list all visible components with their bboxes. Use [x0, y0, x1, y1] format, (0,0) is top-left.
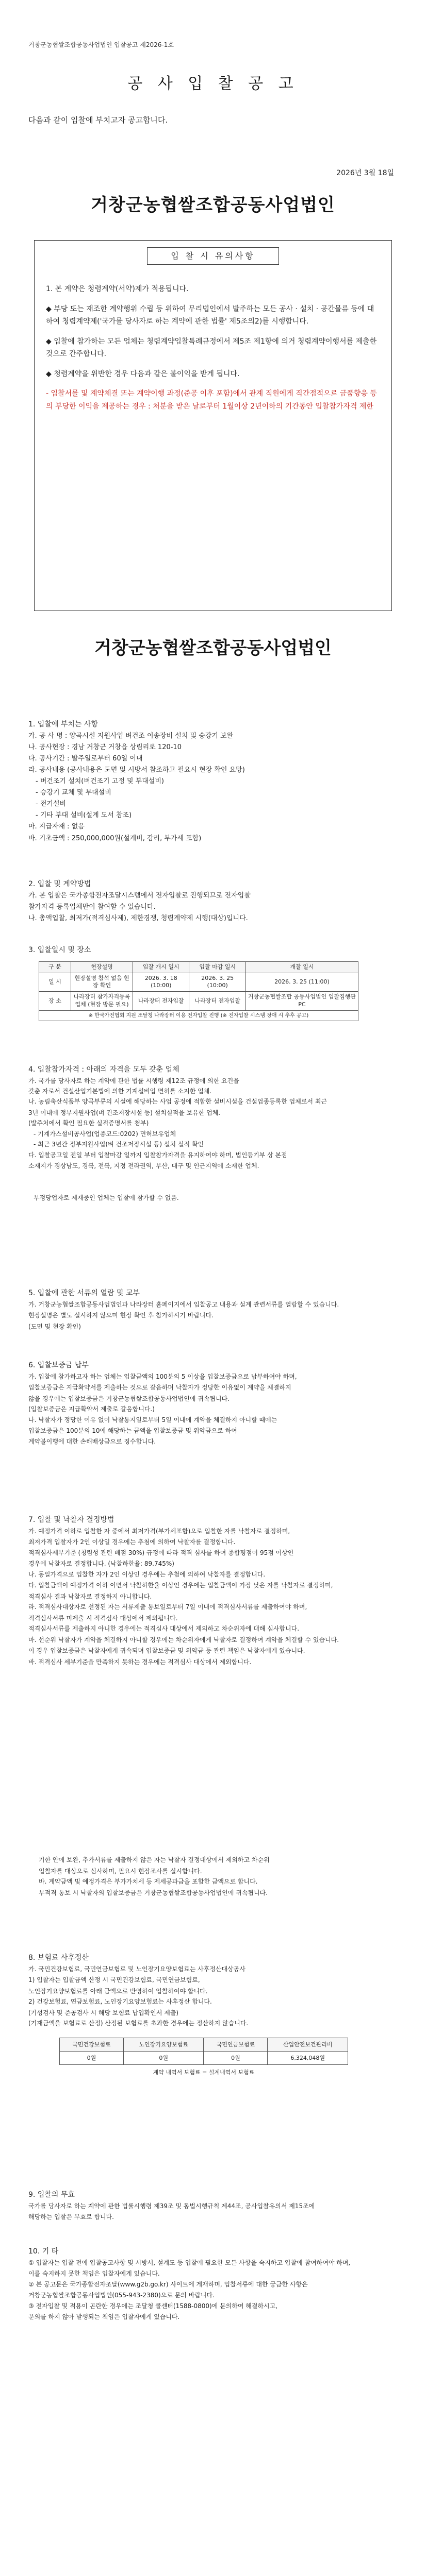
announcement-number: 거창군농협쌀조합공동사업법인 입찰공고 제2026-1호	[28, 41, 174, 48]
table-cell: 현장설명 참석 없음 현장 확인	[71, 973, 133, 992]
table-row	[60, 2038, 348, 2051]
notice-item-3: ◆ 입찰에 참가하는 모든 업체는 청렴계약입찰특례규정에서 제5조 제1항에 의거 청렴계약이행서를 제출한 것으로 간주합니다.	[46, 337, 377, 358]
section-9	[28, 2190, 400, 2223]
section-2	[28, 879, 400, 924]
section-1-line: - 전기설비	[36, 800, 67, 808]
table-header: 국민연금보험료	[204, 2038, 268, 2051]
section-6	[28, 1360, 400, 1447]
table-header: 현장설명	[71, 961, 133, 973]
section-7-line: 바. 적격심사 세부기준을 만족하지 못하는 경우에는 적격심사 대상에서 제외합니다.	[28, 1658, 252, 1666]
table-cell: 나라장터 참가자격등록 업체 (현장 방문 필요)	[71, 992, 133, 1011]
section-5-title: 5. 입찰에 관한 서류의 열람 및 교부	[28, 1289, 140, 1297]
section-9-title: 9. 입찰의 무효	[28, 2191, 75, 2199]
section-7-line: 마. 선순위 낙찰자가 계약을 체결하지 아니할 경우에는 차순위자에게 낙찰자로 결정하여 계약을 체결할 수 있습니다.	[28, 1636, 339, 1643]
notice-item-4: ◆ 청렴계약을 위반한 경우 다음과 같은 불이익을 받게 됩니다.	[46, 369, 240, 378]
notice-item-2-text: 부당 또는 재조한 계약행위 수립 등 위하여 무리법인에서 발주하는 모든 공사 · 설치 · 공간물류 등에 대하여 청렴계약제('국가를 당사자로 하는 계약에 관한 법률' 제5조의2)를 시행합니다.	[46, 304, 374, 326]
section-6-line: 입찰보증금은 지급확약서를 제출하는 것으로 갈음하며 낙찰자가 정당한 이유없이 계약을 체결하지	[28, 1384, 291, 1392]
section-6-line: 가. 입찰에 참가하고자 하는 업체는 입찰금액의 100분의 5 이상을 입찰보증금으로 납부하여야 하며,	[28, 1372, 297, 1380]
table-header: 산업안전보건관리비	[268, 2038, 348, 2051]
table-row	[39, 961, 358, 973]
section-7-line: 최저가격 입찰자가 2인 이상일 경우에는 추첨에 의하여 낙찰자를 결정합니다.	[28, 1538, 236, 1546]
section-5-line: (도면 및 현장 확인)	[28, 1323, 81, 1330]
section-8-line: 가. 국민건강보험료, 국민연금보험료 및 노인장기요양보험료는 사후정산대상공사	[28, 1965, 245, 1973]
table-row	[39, 973, 358, 992]
organization-name: 거창군농협쌀조합공동사업법인	[91, 195, 335, 215]
section-4-line: 나. 농림축산식품부 양곡부류의 시설에 해당하는 사업 공정에 적합한 설비시설을 건설업종등록한 업체로서 최근	[28, 1098, 327, 1106]
table-cell: 0원	[204, 2051, 268, 2064]
section-6-line: 입찰보증금은 100분의 10에 해당하는 금액을 입찰보증금 및 위약금으로 하여	[28, 1427, 237, 1435]
table-header: 구 분	[39, 961, 71, 973]
section-1-line: 가. 공 사 명 : 양곡시설 지원사업 벼건조 이송장비 설치 및 승강기 보완	[28, 732, 234, 740]
section-5	[28, 1288, 400, 1332]
section-1-title: 1. 입찰에 부치는 사항	[28, 720, 98, 728]
table-cell: 0원	[123, 2051, 204, 2064]
section-10-line: 문의를 하지 않아 발생되는 책임은 입찰자에게 있습니다.	[28, 2313, 180, 2321]
table-header: 국민건강보험료	[60, 2038, 124, 2051]
section-8-title: 8. 보험료 사후정산	[28, 1954, 89, 1962]
section-9-line: 해당하는 입찰은 무효로 합니다.	[28, 2213, 114, 2221]
table-cell: 2026. 3. 25 (11:00)	[245, 973, 358, 992]
intro-text: 다음과 같이 입찰에 부치고자 공고합니다.	[28, 115, 168, 125]
section-7-line: 나. 동일가격으로 입찰한 자가 2인 이상인 경우에는 추첨에 의하여 낙찰자를 결정합니다.	[28, 1570, 266, 1578]
section-7-line: 이 경우 입찰보증금은 낙찰자에게 귀속되며 입찰보증금 및 위약금 등 관련 책임은 낙찰자에게 있습니다.	[28, 1647, 305, 1655]
section-4-line: 갖춘 자로서 건설산업기본법에 의한 기계설비업 면허를 소지한 업체.	[28, 1088, 212, 1095]
section-1-line: - 기타 부대 설비(설계 도서 참조)	[36, 811, 132, 820]
section-6-line: 나. 낙찰자가 정당한 이유 없이 낙찰통지일로부터 5일 이내에 계약을 체결하지 아니할 때에는	[28, 1416, 277, 1423]
table-row	[60, 2051, 348, 2064]
section-10-line: ③ 전자입찰 및 적용이 곤란한 경우에는 조달청 콜센터(1588-0800)에 문의하여 해결하시고,	[28, 2302, 278, 2310]
section-1-line: 마. 지급자재 : 없음	[28, 823, 85, 831]
section-1	[28, 719, 400, 844]
section-7-line: 가. 예정가격 이하로 입찰한 자 중에서 최저가격(부가세포함)으로 입찰한 자를 낙찰자로 결정하며,	[28, 1527, 290, 1535]
section-4-line: (발주처에서 확인 필요한 실적증명서를 첨부)	[28, 1120, 149, 1127]
section-7-continued-line: 바. 계약금액 및 예정가격은 부가가치세 등 제세공과금을 포함한 금액으로 합니다.	[39, 1877, 258, 1885]
table-cell: 0원	[60, 2051, 124, 2064]
section-7	[28, 1515, 400, 1668]
table-cell: 나라장터 전자입찰	[189, 992, 245, 1011]
table-row	[39, 992, 358, 1011]
section-2-line: 참가자격 등록업체만이 참여할 수 있습니다.	[28, 903, 156, 911]
table-header: 노인장기요양보험료	[123, 2038, 204, 2051]
section-6-line: (입찰보증금은 지급확약서 제출로 갈음합니다.)	[28, 1405, 155, 1413]
table-row	[39, 1010, 358, 1021]
table-cell: 2026. 3. 25 (10:00)	[189, 973, 245, 992]
section-1-line: 라. 공사내용 (공사내용은 도면 및 시방서 참조하고 필요시 현장 확인 요망)	[28, 766, 245, 774]
section-4-line: 가. 국가를 당사자로 하는 계약에 관한 법률 시행령 제12조 규정에 의한 요건을	[28, 1077, 239, 1084]
section-4-extra: 부정당업자로 제재중인 업체는 입찰에 참가할 수 없음.	[34, 1194, 179, 1201]
table-cell: 6,324,048원	[268, 2051, 348, 2064]
section-6-line: 않을 경우에는 입찰보증금은 거창군농협쌀조합공동사업법인에 귀속됩니다.	[28, 1395, 230, 1402]
section-1-line: - 벼건조기 설치(벼건조기 고정 및 부대설비)	[36, 777, 164, 786]
announcement-date: 2026년 3월 18일	[336, 169, 394, 177]
section-7-continued-line: 부적격 통보 시 낙찰자의 입찰보증금은 거창군농협쌀조합공동사업법인에 귀속됩니다.	[39, 1889, 268, 1896]
section-6-line: 계약불이행에 대한 손해배상금으로 징수합니다.	[28, 1437, 156, 1445]
section-4-line: 3년 이내에 정부지원사업(벼 건조저장시설 등) 설치실적을 보유한 업체.	[28, 1109, 221, 1117]
section-2-line: 가. 본 입찰은 국가종합전자조달시스템에서 전자입찰로 진행되므로 전자입찰	[28, 891, 251, 900]
section-2-title: 2. 입찰 및 계약방법	[28, 880, 91, 888]
section-7-continued-line: 입찰자를 대상으로 심사하며, 필요시 현장조사를 실시합니다.	[39, 1867, 202, 1875]
section-8-line: 1) 입찰자는 입찰금액 산정 시 국민건강보험료, 국민연금보험료,	[28, 1976, 200, 1984]
table-header: 입찰 개시 일시	[133, 961, 189, 973]
table-header: 개찰 일시	[245, 961, 358, 973]
table-cell: 거창군농협쌀조합 공동사업법인 입찰집행관 PC	[245, 992, 358, 1011]
section-10-line: 이를 숙지하지 못한 책임은 입찰자에게 있습니다.	[28, 2270, 160, 2278]
section-4-line: 다. 입찰공고일 전일 부터 입찰마감 일까지 입찰참가자격을 유지하여야 하며, 법인등기부 상 본점	[28, 1151, 287, 1159]
section-10-line: ① 입찰자는 입찰 전에 입찰공고사항 및 시방서, 설계도 등 입찰에 필요한 모든 사항을 숙지하고 입찰에 참여하여야 하며,	[28, 2259, 351, 2266]
section-10-title: 10. 기 타	[28, 2247, 59, 2256]
notice-item-5-text: 입찰서를 및 계약체결 또는 계약이행 과정(준공 이후 포함)에서 관계 직원에게 직간접적으로 금품향응 등의 부당한 이익을 제공하는 경우 : 처분을 받은 날로부터 1월이상 2년이하의 기간동안 입찰참가자격 제한	[46, 389, 377, 411]
section-1-line: 나. 공사현장 : 경남 거창군 거창읍 상림리로 120-10	[28, 743, 182, 751]
notice-item-5: - 입찰서를 및 계약체결 또는 계약이행 과정(준공 이후 포함)에서 관계 직원에게 직간접적으로 금품향응 등의 부당한 이익을 제공하는 경우 : 처분을 받은 날로부터 1월이상 2년이하의 기간동안 입찰참가자격 제한	[46, 389, 377, 411]
section-7-continued-line: 기한 안에 보완, 추가서류를 제출하지 않은 자는 낙찰자 결정대상에서 제외하고 차순위	[39, 1856, 270, 1863]
section-2-line: 나. 총액입찰, 최저가(적격심사제), 제한경쟁, 청렴계약제 시행(대상)입니다.	[28, 914, 248, 922]
table-cell: 장 소	[39, 992, 71, 1011]
section-6-title: 6. 입찰보증금 납부	[28, 1361, 89, 1369]
section-8-line: 노인장기요양보험료를 아래 금액으로 반영하여 입찰하여야 합니다.	[28, 1987, 208, 1995]
section-7-line: 라. 적격심사대상자로 선정된 자는 서류제출 통보일로부터 7일 이내에 적격심사서류를 제출하여야 하며,	[28, 1603, 307, 1611]
section-7-line: 적격심사 결과 낙찰자로 결정하지 아니합니다.	[28, 1592, 152, 1600]
section-4	[28, 1064, 400, 1203]
table-cell: 2026. 3. 18 (10:00)	[133, 973, 189, 992]
notice-item-3-text: 입찰에 참가하는 모든 업체는 청렴계약입찰특례규정에서 제5조 제1항에 의거 청렴계약이행서를 제출한 것으로 간주합니다.	[46, 337, 377, 358]
section-8-line: (기재금액을 보험료로 산정) 산정된 보험료를 초과한 경우에는 정산하지 않습니다.	[28, 2020, 249, 2027]
insurance-note: 계약 내역서 보험료 = 설계내역서 보험료	[153, 2069, 255, 2076]
section-10-line: ② 본 공고문은 국가종합전자조달(www.g2b.go.kr) 사이트에 게재하며, 입찰서류에 대한 궁금한 사항은	[28, 2280, 308, 2288]
section-7-line: 적격심사세부기준 (청렴성 관련 배점 30%) 규정에 따라 적격 심사를 하여 종합평점이 95점 이상인	[28, 1549, 294, 1556]
section-8	[28, 1953, 400, 2077]
section-4-title: 4. 입찰참가자격 : 아래의 자격을 모두 갖춘 업체	[28, 1065, 179, 1074]
section-5-line: 현장설명은 별도 실시하지 않으며 현장 확인 후 참가하시기 바랍니다.	[28, 1312, 214, 1319]
section-7-continued	[39, 1855, 400, 1899]
table-header: 입찰 마감 일시	[189, 961, 245, 973]
section-4-line: - 기계가스설비공사업(업종코드:0202) 면허보유업체	[34, 1130, 176, 1138]
notice-item-2: ◆ 부당 또는 재조한 계약행위 수립 등 위하여 무리법인에서 발주하는 모든 공사 · 설치 · 공간물류 등에 대하여 청렴계약제('국가를 당사자로 하는 계약에 관한 법률' 제5조의2)를 시행합니다.	[46, 304, 374, 326]
table-cell: 일 시	[39, 973, 71, 992]
section-5-line: 가. 거창군농협쌀조합공동사업법인과 나라장터 홈페이지에서 입찰공고 내용과 설계 관련서류를 열람할 수 있습니다.	[28, 1300, 339, 1308]
insurance-table	[59, 2038, 348, 2065]
section-9-line: 국가를 당사자로 하는 계약에 관한 법률시행령 제39조 및 동법시행규칙 제44조, 공사입찰유의서 제15조에	[28, 2202, 315, 2210]
section-7-line: 적격심사서류를 제출하지 아니한 경우에는 적격심사 대상에서 제외하고 차순위자에 대해 심사합니다.	[28, 1625, 300, 1633]
section-7-line: 경우에 낙찰자로 결정합니다. (낙찰하한율: 89.745%)	[28, 1560, 174, 1568]
notice-title: 입 찰 시 유의사항	[147, 247, 279, 265]
section-4-line: - 최근 3년간 정부지원사업(벼 건조저장시설 등) 설치 실적 확인	[34, 1141, 204, 1148]
section-3	[28, 945, 400, 1021]
section-7-line: 다. 입찰금액이 예정가격 이하 이면서 낙찰하한율 이상인 경우에는 입찰금액이 가장 낮은 자를 낙찰자로 결정하며,	[28, 1582, 333, 1589]
section-10	[28, 2246, 400, 2323]
section-10-line: 거창군농협쌀조합공동사업법인(055-943-2380)으로 문의 바랍니다.	[28, 2292, 215, 2299]
notice-item-1: 1. 본 계약은 청렴계약(서약)제가 적용됩니다.	[46, 285, 189, 293]
table-note: ※ 한국가전협회 지원 조달청 나라장터 이용 전자입찰 진행 (※ 전자입찰 시스템 장애 시 추후 공고)	[39, 1010, 358, 1021]
section-7-title: 7. 입찰 및 낙찰자 결정방법	[28, 1516, 114, 1524]
table-cell: 나라장터 전자입찰	[133, 992, 189, 1011]
section-4-line: 소재지가 경상남도, 경북, 전북, 지정 전라권역, 부산, 대구 및 인근지역에 소재한 업체.	[28, 1162, 259, 1170]
notice-box	[34, 240, 392, 611]
schedule-table	[39, 961, 358, 1022]
section-1-line: 다. 공사기간 : 발주일로부터 60일 이내	[28, 754, 143, 762]
page-title: 공 사 입 찰 공 고	[127, 75, 299, 93]
section-1-line: 바. 기초금액 : 250,000,000원(설계비, 감리, 부가세 포함)	[28, 834, 202, 842]
section-1-line: - 승강기 교체 및 부대설비	[36, 789, 111, 797]
notice-item-4-text: 청렴계약을 위반한 경우 다음과 같은 불이익을 받게 됩니다.	[54, 369, 240, 378]
section-7-line: 적격심사서류 미제출 시 적격심사 대상에서 제외됩니다.	[28, 1614, 178, 1622]
section-8-line: 2) 건강보험료, 연금보험료, 노인장기요양보험료는 사후정산 합니다.	[28, 1998, 212, 2006]
section-8-line: (기성검사 및 준공검사 시 해당 보험료 납입확인서 제출)	[28, 2009, 179, 2016]
organization-name-repeat: 거창군농협쌀조합공동사업법인	[94, 638, 332, 658]
section-3-title: 3. 입찰일시 및 장소	[28, 946, 91, 954]
